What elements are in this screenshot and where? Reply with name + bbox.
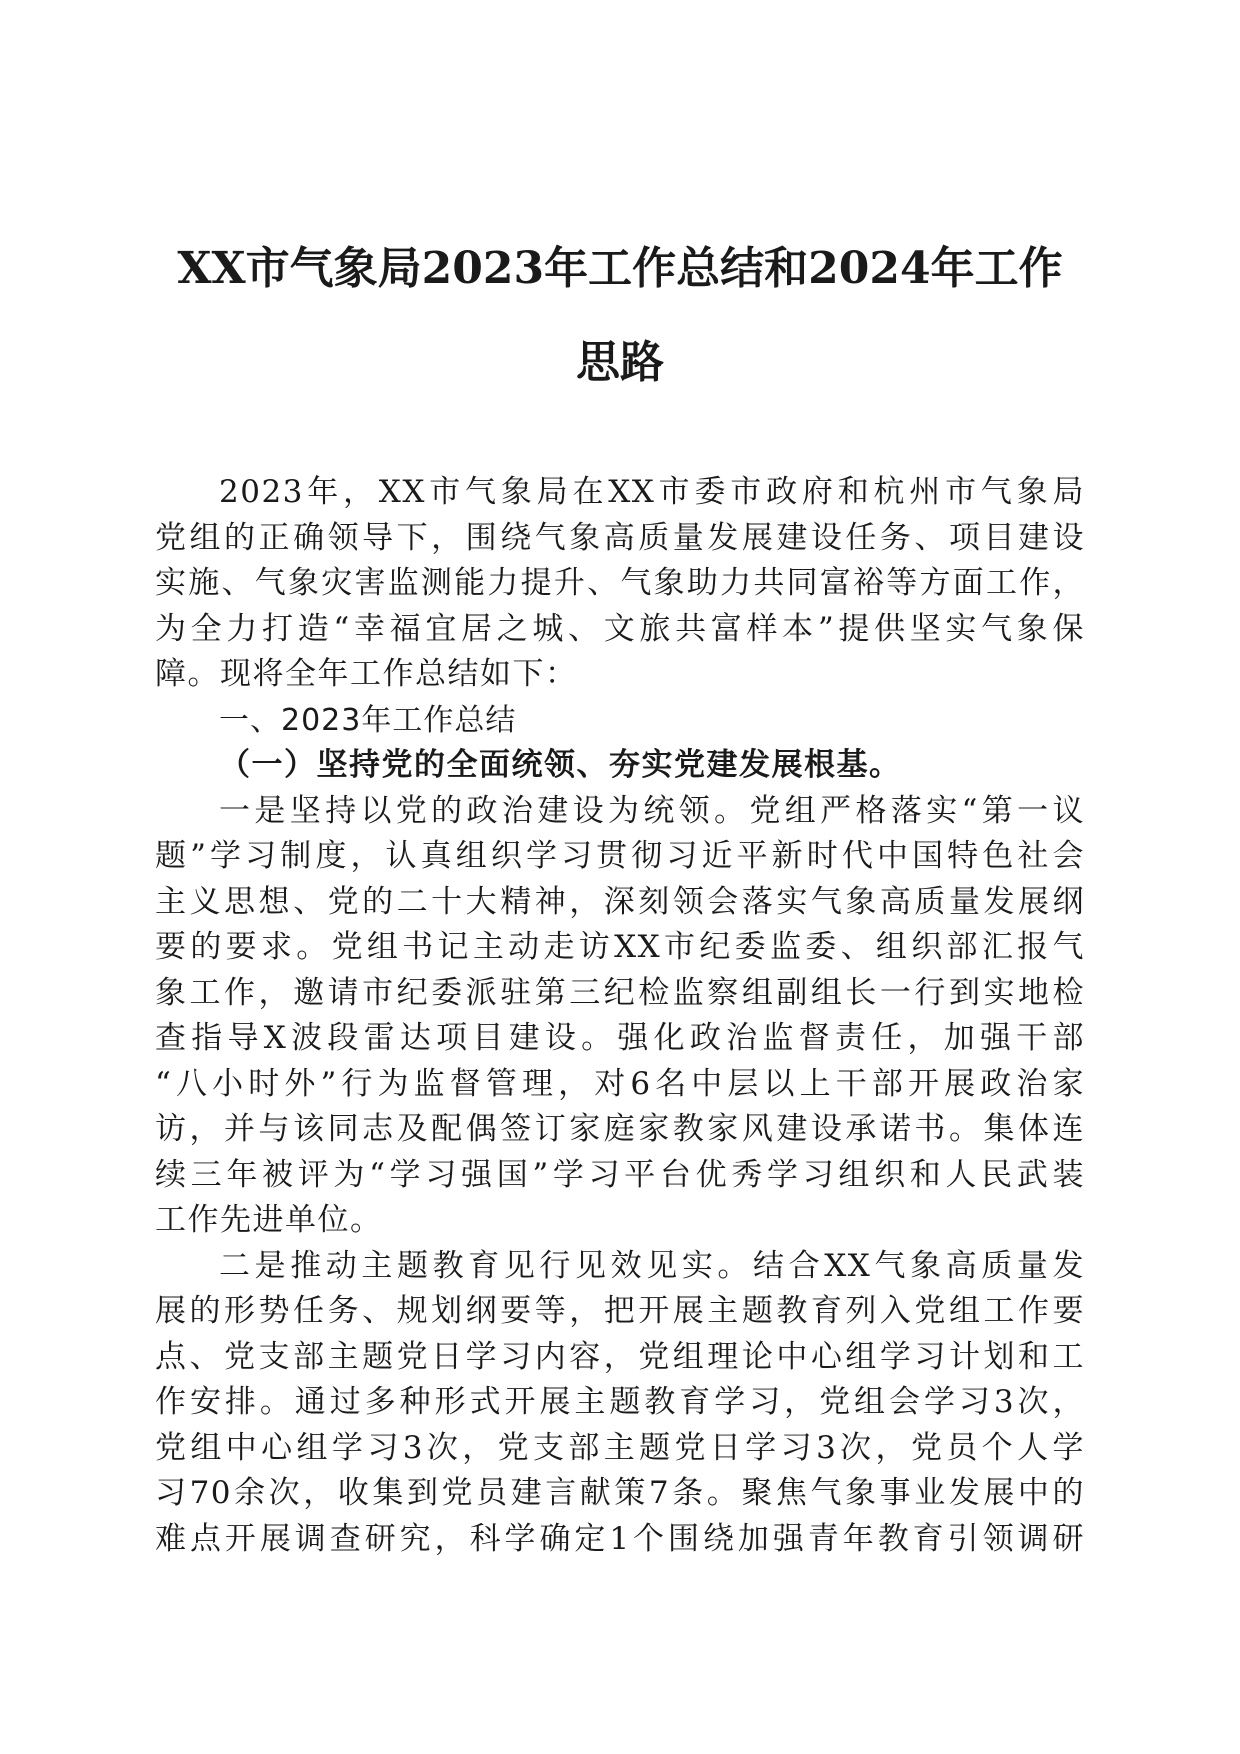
text-line: 主义思想、党的二十大精神，深刻领会落实气象高质量发展纲 [155, 883, 1085, 920]
text-line: 续三年被评为“学习强国”学习平台优秀学习组织和人民武装 [155, 1156, 1085, 1193]
text-line: 工作先进单位。 [155, 1202, 383, 1238]
text-line: 实施、气象灾害监测能力提升、气象助力共同富裕等方面工作， [155, 565, 1085, 601]
text-line: 要的要求。党组书记主动走访XX市纪委监委、组织部汇报气 [155, 929, 1085, 965]
text-line: 二是推动主题教育见行见效见实。结合XX气象高质量发 [219, 1247, 1085, 1284]
title-line-1: XX市气象局2023年工作总结和2024年工作 [177, 243, 1063, 294]
intro-paragraph [155, 470, 1085, 698]
text-line: 象工作，邀请市纪委派驻第三纪检监察组副组长一行到实地检 [155, 974, 1085, 1011]
text-line: 难点开展调查研究，科学确定1个围绕加强青年教育引领调研 [155, 1520, 1085, 1557]
text-line: 查指导X波段雷达项目建设。强化政治监督责任，加强干部 [155, 1020, 1085, 1056]
document-title [150, 222, 1090, 410]
text-line: 展的形势任务、规划纲要等，把开展主题教育列入党组工作要 [155, 1293, 1085, 1329]
text-line: 一是坚持以党的政治建设为统领。党组严格落实“第一议 [219, 792, 1085, 829]
text-line: 党组的正确领导下，围绕气象高质量发展建设任务、项目建设 [155, 519, 1085, 556]
text-line: “八小时外”行为监督管理，对6名中层以上干部开展政治家 [155, 1065, 1085, 1102]
text-line: 作安排。通过多种形式开展主题教育学习，党组会学习3次， [155, 1384, 1085, 1420]
text-line: 障。现将全年工作总结如下： [155, 656, 578, 692]
title-line-2: 思路 [576, 337, 664, 388]
text-line: 访，并与该同志及配偶签订家庭家教家风建设承诺书。集体连 [155, 1111, 1085, 1147]
text-line: 题”学习制度，认真组织学习贯彻习近平新时代中国特色社会 [155, 838, 1085, 874]
text-line: 习70余次，收集到党员建言献策7条。聚焦气象事业发展中的 [155, 1475, 1085, 1511]
text-line: 党组中心组学习3次，党支部主题党日学习3次，党员个人学 [155, 1429, 1085, 1466]
text-line: 点、党支部主题党日学习内容，党组理论中心组学习计划和工 [155, 1338, 1085, 1375]
document-body [155, 470, 1085, 1562]
section-heading: 一、2023年工作总结 [219, 702, 517, 738]
paragraph-2 [155, 1244, 1085, 1563]
subsection-heading: （一）坚持党的全面统领、夯实党建发展根基。 [219, 747, 902, 783]
text-line: 为全力打造“幸福宜居之城、文旅共富样本”提供坚实气象保 [155, 610, 1085, 647]
text-line: 2023年，XX市气象局在XX市委市政府和杭州市气象局 [219, 474, 1085, 510]
paragraph-1 [155, 789, 1085, 1244]
